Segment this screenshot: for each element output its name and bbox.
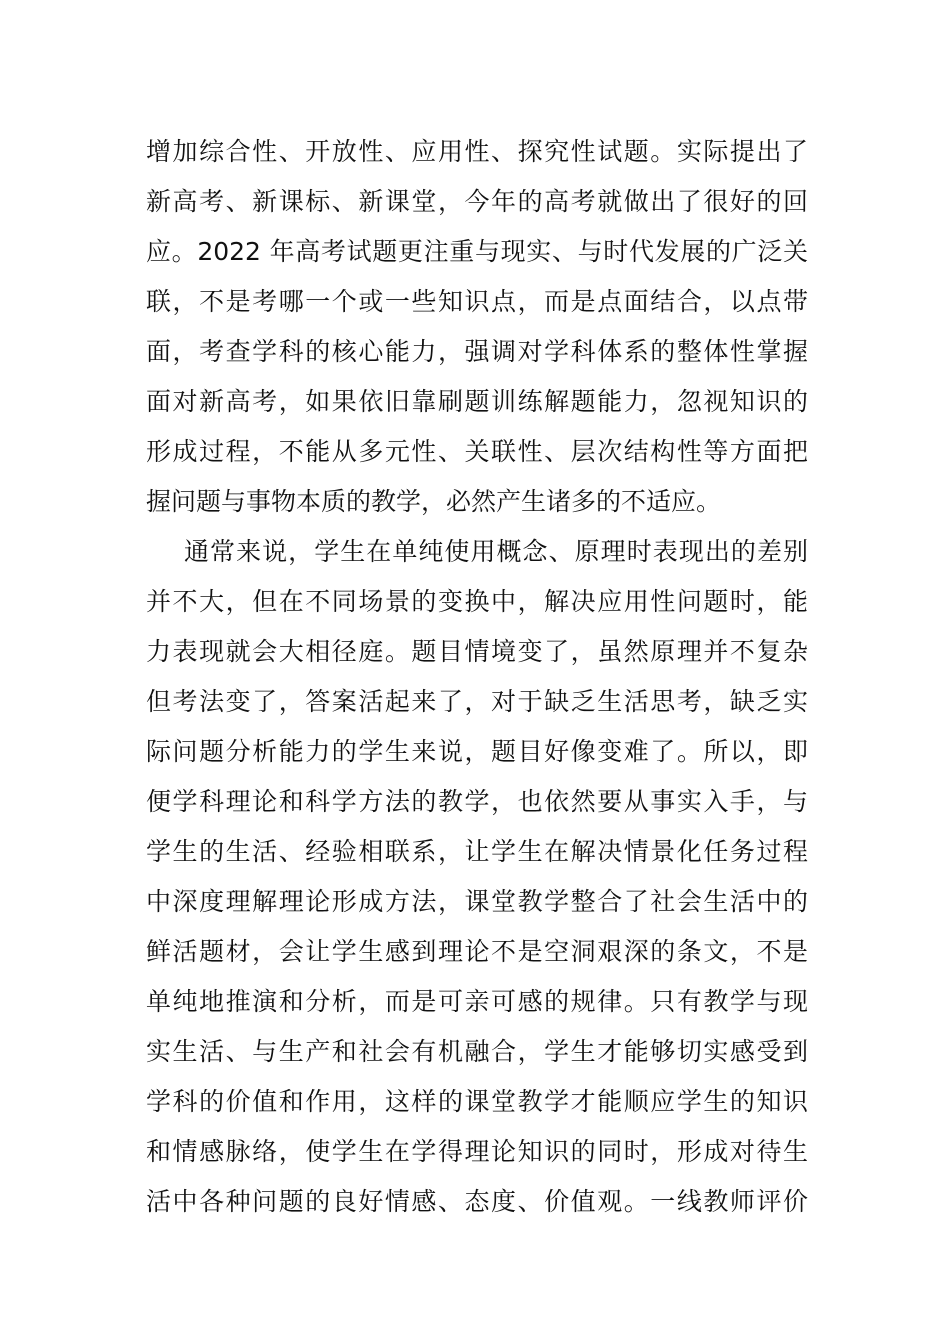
text-line: 学科的价值和作用，这样的课堂教学才能顺应学生的知识 (146, 1087, 808, 1116)
text-line: 通常来说，学生在单纯使用概念、原理时表现出的差别 (184, 537, 808, 566)
text-line: 面对新高考，如果依旧靠刷题训练解题能力，忽视知识的 (146, 387, 808, 416)
text-line: 应。2022 年高考试题更注重与现实、与时代发展的广泛关 (146, 237, 808, 266)
text-line: 力表现就会大相径庭。题目情境变了，虽然原理并不复杂 (146, 637, 808, 666)
text-line: 但考法变了，答案活起来了，对于缺乏生活思考，缺乏实 (146, 687, 808, 716)
text-line: 单纯地推演和分析，而是可亲可感的规律。只有教学与现 (146, 987, 808, 1016)
text-line: 并不大，但在不同场景的变换中，解决应用性问题时，能 (146, 587, 808, 616)
text-line: 活中各种问题的良好情感、态度、价值观。一线教师评价 (146, 1187, 808, 1216)
text-line: 握问题与事物本质的教学，必然产生诸多的不适应。 (146, 487, 722, 516)
text-line: 面，考查学科的核心能力，强调对学科体系的整体性掌握 (146, 337, 808, 366)
text-line: 新高考、新课标、新课堂，今年的高考就做出了很好的回 (146, 187, 808, 216)
text-line: 中深度理解理论形成方法，课堂教学整合了社会生活中的 (146, 887, 808, 916)
text-line: 形成过程，不能从多元性、关联性、层次结构性等方面把 (146, 437, 808, 466)
text-line: 学生的生活、经验相联系，让学生在解决情景化任务过程 (146, 837, 808, 866)
text-line: 便学科理论和科学方法的教学，也依然要从事实入手，与 (146, 787, 808, 816)
text-line: 联，不是考哪一个或一些知识点，而是点面结合，以点带 (146, 287, 808, 316)
text-line: 增加综合性、开放性、应用性、探究性试题。实际提出了 (146, 137, 808, 166)
text-line: 实生活、与生产和社会有机融合，学生才能够切实感受到 (146, 1037, 808, 1066)
text-line: 际问题分析能力的学生来说，题目好像变难了。所以，即 (146, 737, 808, 766)
text-line: 和情感脉络，使学生在学得理论知识的同时，形成对待生 (146, 1137, 808, 1166)
text-line: 鲜活题材，会让学生感到理论不是空洞艰深的条文，不是 (146, 937, 808, 966)
